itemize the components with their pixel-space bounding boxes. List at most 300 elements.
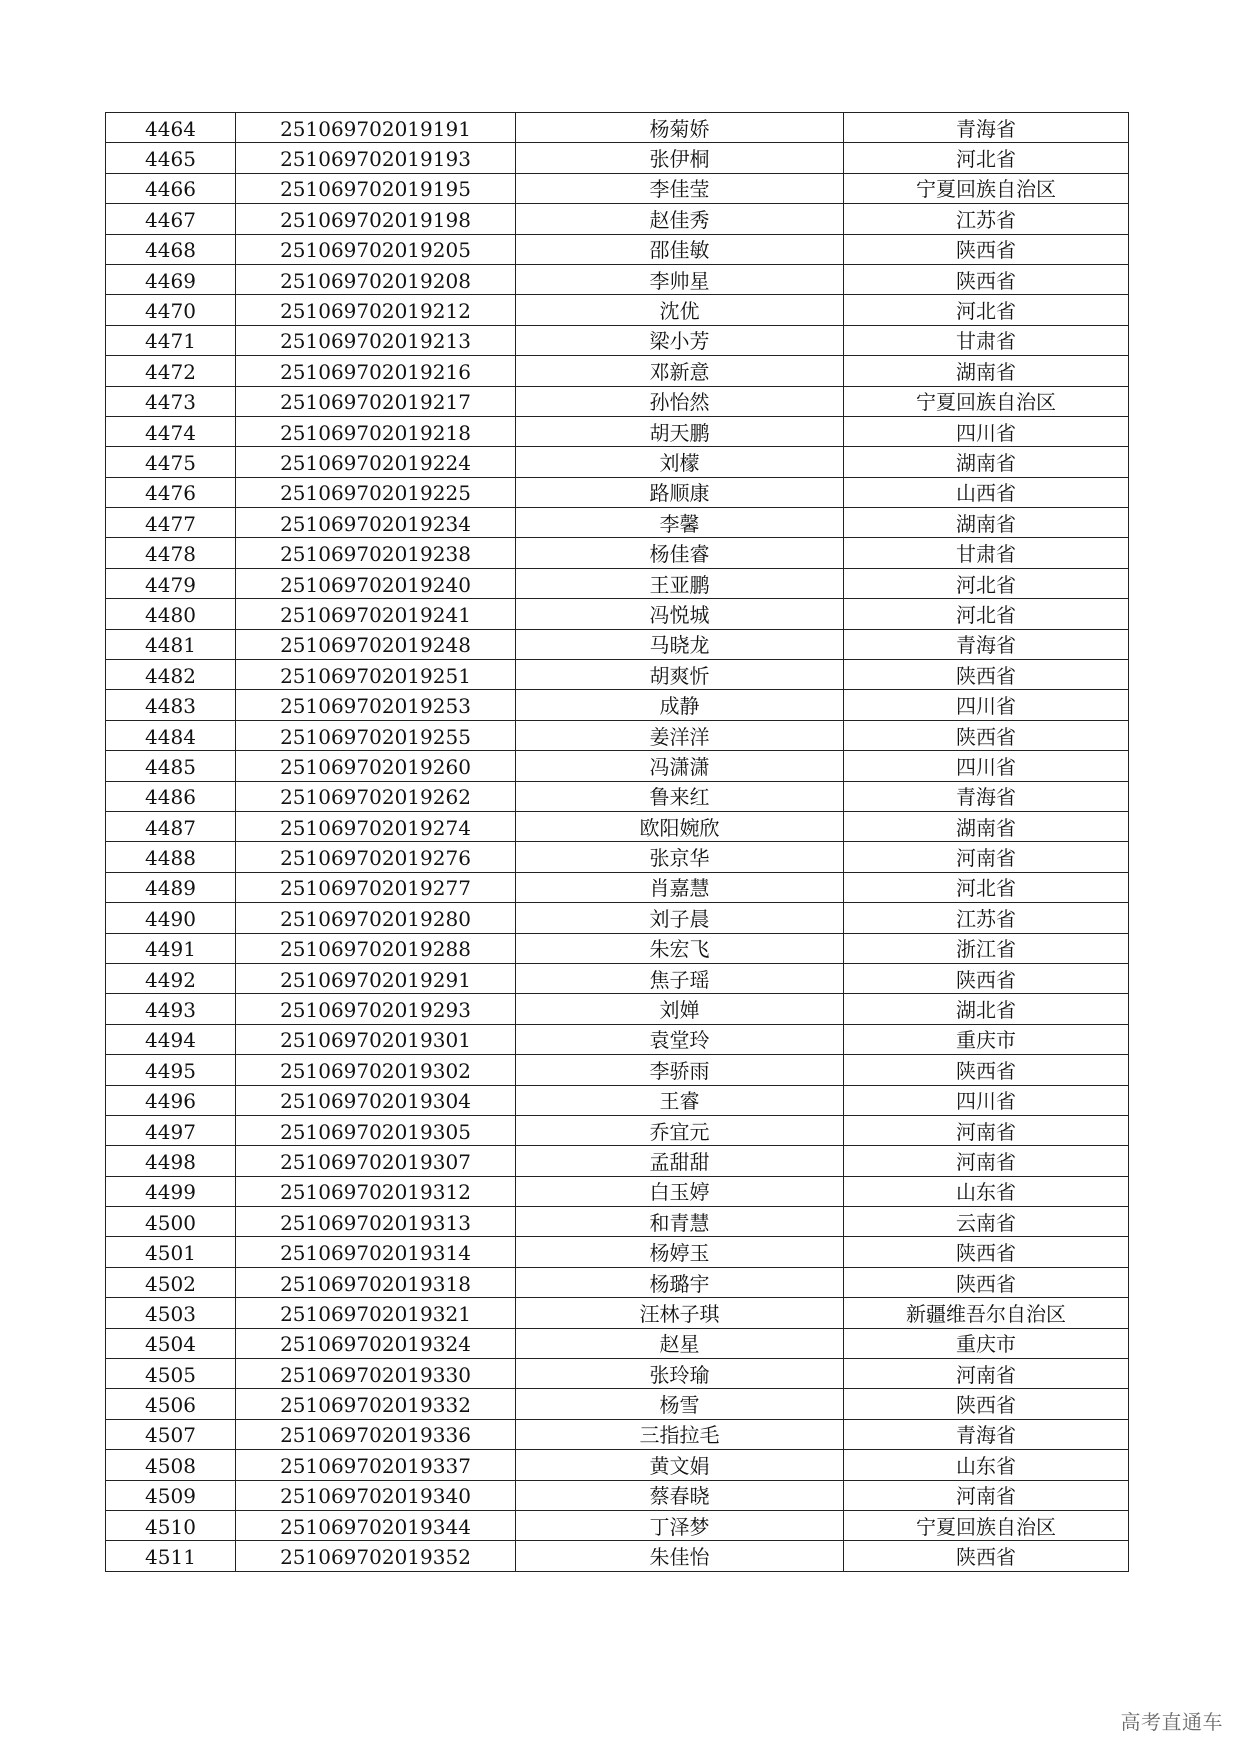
row-index-cell-text: 4465 <box>145 147 196 172</box>
exam-number-cell <box>236 781 516 811</box>
exam-number-cell-text: 251069702019241 <box>280 602 471 627</box>
table-row <box>106 660 1129 690</box>
exam-number-cell-text: 251069702019260 <box>280 754 471 779</box>
province-cell <box>844 1419 1129 1449</box>
student-name-cell <box>516 1541 844 1571</box>
exam-number-cell <box>236 416 516 446</box>
exam-number-cell-text: 251069702019238 <box>280 542 471 567</box>
table-row <box>106 173 1129 203</box>
row-index-cell-text: 4482 <box>145 663 196 688</box>
province-cell <box>844 143 1129 173</box>
student-name-cell <box>516 811 844 841</box>
student-name-cell <box>516 1267 844 1297</box>
exam-number-cell <box>236 1389 516 1419</box>
province-cell <box>844 325 1129 355</box>
row-index-cell <box>106 690 236 720</box>
student-name-cell-text: 梁小芳 <box>649 329 710 354</box>
student-name-cell-text: 刘婵 <box>659 998 700 1023</box>
row-index-cell-text: 4487 <box>145 815 196 840</box>
exam-number-cell-text: 251069702019324 <box>280 1332 471 1357</box>
exam-number-cell <box>236 204 516 234</box>
student-name-cell-text: 白玉婷 <box>649 1180 710 1205</box>
row-index-cell-text: 4505 <box>145 1362 196 1387</box>
table-row <box>106 113 1129 143</box>
province-cell-text: 甘肃省 <box>956 329 1016 354</box>
student-name-cell <box>516 781 844 811</box>
row-index-cell <box>106 295 236 325</box>
province-cell-text: 江苏省 <box>956 906 1016 931</box>
province-cell <box>844 386 1129 416</box>
province-cell-text: 宁夏回族自治区 <box>916 177 1056 202</box>
student-name-cell-text: 姜洋洋 <box>649 724 710 749</box>
province-cell <box>844 234 1129 264</box>
row-index-cell <box>106 1359 236 1389</box>
province-cell-text: 湖北省 <box>956 998 1016 1023</box>
row-index-cell <box>106 1328 236 1358</box>
table-row <box>106 751 1129 781</box>
exam-number-cell-text: 251069702019291 <box>280 967 471 992</box>
exam-number-cell <box>236 1024 516 1054</box>
exam-number-cell-text: 251069702019251 <box>280 663 471 688</box>
province-cell <box>844 660 1129 690</box>
student-name-cell-text: 赵星 <box>659 1332 700 1357</box>
province-cell-text: 陕西省 <box>956 1271 1016 1296</box>
province-cell <box>844 1359 1129 1389</box>
exam-number-cell-text: 251069702019293 <box>280 998 471 1023</box>
row-index-cell-text: 4469 <box>145 268 196 293</box>
student-name-cell <box>516 113 844 143</box>
province-cell-text: 湖南省 <box>956 511 1016 536</box>
student-name-cell <box>516 1024 844 1054</box>
exam-number-cell-text: 251069702019255 <box>280 724 471 749</box>
row-index-cell <box>106 1267 236 1297</box>
student-name-cell <box>516 660 844 690</box>
row-index-cell-text: 4485 <box>145 754 196 779</box>
province-cell <box>844 204 1129 234</box>
province-cell <box>844 1389 1129 1419</box>
province-cell-text: 新疆维吾尔自治区 <box>906 1301 1066 1326</box>
exam-number-cell-text: 251069702019225 <box>280 481 471 506</box>
student-name-cell <box>516 295 844 325</box>
exam-number-cell <box>236 143 516 173</box>
row-index-cell <box>106 1510 236 1540</box>
exam-number-cell-text: 251069702019217 <box>280 390 471 415</box>
exam-number-cell <box>236 1419 516 1449</box>
table-row <box>106 1480 1129 1510</box>
province-cell-text: 河北省 <box>956 147 1016 172</box>
row-index-cell-text: 4494 <box>145 1028 196 1053</box>
row-index-cell <box>106 872 236 902</box>
student-name-cell <box>516 1389 844 1419</box>
table-row <box>106 872 1129 902</box>
table-row <box>106 933 1129 963</box>
exam-number-cell <box>236 994 516 1024</box>
exam-number-cell <box>236 690 516 720</box>
province-cell-text: 宁夏回族自治区 <box>916 390 1056 415</box>
exam-number-cell-text: 251069702019336 <box>280 1423 471 1448</box>
exam-number-cell-text: 251069702019274 <box>280 815 471 840</box>
exam-number-cell <box>236 1267 516 1297</box>
row-index-cell-text: 4479 <box>145 572 196 597</box>
row-index-cell-text: 4483 <box>145 694 196 719</box>
exam-number-cell-text: 251069702019305 <box>280 1119 471 1144</box>
table-row <box>106 477 1129 507</box>
exam-number-cell <box>236 477 516 507</box>
table-row <box>106 325 1129 355</box>
exam-number-cell-text: 251069702019302 <box>280 1058 471 1083</box>
student-name-cell <box>516 1419 844 1449</box>
row-index-cell <box>106 1115 236 1145</box>
exam-number-cell <box>236 1450 516 1480</box>
province-cell-text: 重庆市 <box>956 1332 1016 1357</box>
row-index-cell-text: 4475 <box>145 450 196 475</box>
province-cell-text: 陕西省 <box>956 1241 1016 1266</box>
row-index-cell <box>106 447 236 477</box>
student-name-cell <box>516 751 844 781</box>
exam-number-cell <box>236 599 516 629</box>
row-index-cell <box>106 903 236 933</box>
student-name-cell-text: 邵佳敏 <box>649 238 710 263</box>
province-cell <box>844 1541 1129 1571</box>
table-row <box>106 568 1129 598</box>
table-row <box>106 1207 1129 1237</box>
row-index-cell-text: 4503 <box>145 1301 196 1326</box>
exam-number-cell <box>236 1146 516 1176</box>
row-index-cell <box>106 113 236 143</box>
table-row <box>106 386 1129 416</box>
table-row <box>106 264 1129 294</box>
exam-number-cell-text: 251069702019191 <box>280 116 471 141</box>
table-row <box>106 538 1129 568</box>
province-cell-text: 陕西省 <box>956 1393 1016 1418</box>
student-name-cell-text: 杨佳睿 <box>649 542 710 567</box>
student-name-cell <box>516 538 844 568</box>
province-cell-text: 青海省 <box>956 116 1016 141</box>
row-index-cell-text: 4506 <box>145 1393 196 1418</box>
exam-number-cell-text: 251069702019321 <box>280 1301 471 1326</box>
row-index-cell-text: 4510 <box>145 1514 196 1539</box>
student-name-cell-text: 邓新意 <box>649 359 710 384</box>
student-name-cell-text: 李骄雨 <box>649 1058 710 1083</box>
exam-number-cell <box>236 720 516 750</box>
exam-number-cell-text: 251069702019195 <box>280 177 471 202</box>
row-index-cell <box>106 325 236 355</box>
student-name-cell <box>516 1298 844 1328</box>
exam-number-cell <box>236 447 516 477</box>
row-index-cell-text: 4473 <box>145 390 196 415</box>
row-index-cell-text: 4497 <box>145 1119 196 1144</box>
student-name-cell-text: 刘子晨 <box>649 906 710 931</box>
table-row <box>106 1450 1129 1480</box>
table-row <box>106 1115 1129 1145</box>
row-index-cell <box>106 477 236 507</box>
row-index-cell-text: 4495 <box>145 1058 196 1083</box>
exam-number-cell <box>236 508 516 538</box>
row-index-cell-text: 4488 <box>145 846 196 871</box>
table-row <box>106 1085 1129 1115</box>
province-cell-text: 山东省 <box>956 1453 1016 1478</box>
student-name-cell <box>516 933 844 963</box>
student-name-cell-text: 丁泽梦 <box>649 1514 710 1539</box>
province-cell-text: 陕西省 <box>956 724 1016 749</box>
province-cell <box>844 416 1129 446</box>
exam-number-cell-text: 251069702019218 <box>280 420 471 445</box>
row-index-cell <box>106 1480 236 1510</box>
table-row <box>106 690 1129 720</box>
row-index-cell <box>106 720 236 750</box>
exam-number-cell-text: 251069702019262 <box>280 785 471 810</box>
exam-number-cell <box>236 1207 516 1237</box>
exam-number-cell-text: 251069702019288 <box>280 937 471 962</box>
exam-number-cell-text: 251069702019224 <box>280 450 471 475</box>
row-index-cell <box>106 264 236 294</box>
province-cell-text: 宁夏回族自治区 <box>916 1514 1056 1539</box>
student-name-cell-text: 杨雪 <box>659 1393 700 1418</box>
exam-number-cell <box>236 660 516 690</box>
province-cell <box>844 1176 1129 1206</box>
row-index-cell <box>106 1450 236 1480</box>
exam-number-cell <box>236 1115 516 1145</box>
province-cell <box>844 173 1129 203</box>
table-row <box>106 629 1129 659</box>
student-name-cell-text: 王睿 <box>659 1089 700 1114</box>
student-name-cell <box>516 1115 844 1145</box>
student-name-cell <box>516 1055 844 1085</box>
row-index-cell <box>106 1146 236 1176</box>
province-cell <box>844 295 1129 325</box>
province-cell-text: 河南省 <box>956 1119 1016 1144</box>
student-name-cell <box>516 356 844 386</box>
table-row <box>106 295 1129 325</box>
exam-number-cell <box>236 1176 516 1206</box>
row-index-cell <box>106 1085 236 1115</box>
row-index-cell-text: 4504 <box>145 1332 196 1357</box>
row-index-cell-text: 4511 <box>145 1545 196 1570</box>
province-cell-text: 浙江省 <box>956 937 1016 962</box>
student-name-cell-text: 李帅星 <box>649 268 710 293</box>
province-cell-text: 陕西省 <box>956 238 1016 263</box>
student-name-cell <box>516 568 844 598</box>
exam-number-cell <box>236 903 516 933</box>
student-name-cell-text: 沈优 <box>659 299 700 324</box>
row-index-cell <box>106 599 236 629</box>
table-row <box>106 1176 1129 1206</box>
exam-number-cell-text: 251069702019216 <box>280 359 471 384</box>
row-index-cell-text: 4490 <box>145 906 196 931</box>
student-name-cell-text: 朱佳怡 <box>649 1545 710 1570</box>
student-name-cell-text: 蔡春晓 <box>649 1484 710 1509</box>
province-cell-text: 山西省 <box>956 481 1016 506</box>
province-cell-text: 河北省 <box>956 602 1016 627</box>
exam-number-cell-text: 251069702019212 <box>280 299 471 324</box>
table-row <box>106 416 1129 446</box>
province-cell-text: 四川省 <box>956 754 1016 779</box>
province-cell <box>844 1450 1129 1480</box>
province-cell <box>844 1146 1129 1176</box>
exam-number-cell-text: 251069702019337 <box>280 1453 471 1478</box>
exam-number-cell-text: 251069702019240 <box>280 572 471 597</box>
exam-number-cell-text: 251069702019344 <box>280 1514 471 1539</box>
province-cell <box>844 1055 1129 1085</box>
watermark-label: 高考直通车 <box>1120 1710 1223 1734</box>
table-row <box>106 1024 1129 1054</box>
province-cell-text: 河北省 <box>956 299 1016 324</box>
row-index-cell <box>106 660 236 690</box>
student-name-cell <box>516 508 844 538</box>
student-name-cell-text: 张玲瑜 <box>649 1362 710 1387</box>
province-cell <box>844 842 1129 872</box>
row-index-cell-text: 4498 <box>145 1149 196 1174</box>
exam-number-cell <box>236 811 516 841</box>
province-cell-text: 陕西省 <box>956 663 1016 688</box>
exam-number-cell-text: 251069702019313 <box>280 1210 471 1235</box>
student-name-cell-text: 赵佳秀 <box>649 207 710 232</box>
exam-number-cell <box>236 234 516 264</box>
student-name-cell <box>516 386 844 416</box>
student-name-cell <box>516 1176 844 1206</box>
exam-number-cell <box>236 1510 516 1540</box>
province-cell-text: 陕西省 <box>956 268 1016 293</box>
row-index-cell-text: 4500 <box>145 1210 196 1235</box>
row-index-cell <box>106 538 236 568</box>
student-name-cell <box>516 994 844 1024</box>
student-name-cell-text: 欧阳婉欣 <box>639 815 720 840</box>
student-name-cell <box>516 1085 844 1115</box>
province-cell-text: 河南省 <box>956 1362 1016 1387</box>
row-index-cell <box>106 1298 236 1328</box>
table-row <box>106 1541 1129 1571</box>
table-row <box>106 994 1129 1024</box>
row-index-cell <box>106 781 236 811</box>
province-cell <box>844 1510 1129 1540</box>
exam-number-cell-text: 251069702019314 <box>280 1241 471 1266</box>
row-index-cell-text: 4478 <box>145 542 196 567</box>
province-cell <box>844 690 1129 720</box>
exam-number-cell <box>236 356 516 386</box>
province-cell-text: 重庆市 <box>956 1028 1016 1053</box>
exam-number-cell <box>236 1085 516 1115</box>
student-name-cell-text: 杨菊娇 <box>649 116 710 141</box>
province-cell-text: 陕西省 <box>956 1058 1016 1083</box>
table-row <box>106 1267 1129 1297</box>
exam-number-cell-text: 251069702019213 <box>280 329 471 354</box>
row-index-cell <box>106 1207 236 1237</box>
student-name-cell <box>516 1480 844 1510</box>
row-index-cell-text: 4492 <box>145 967 196 992</box>
province-cell <box>844 751 1129 781</box>
table-row <box>106 1237 1129 1267</box>
table-row <box>106 1359 1129 1389</box>
row-index-cell-text: 4464 <box>145 116 196 141</box>
student-name-cell <box>516 1359 844 1389</box>
student-name-cell <box>516 143 844 173</box>
student-name-cell <box>516 264 844 294</box>
province-cell <box>844 1115 1129 1145</box>
province-cell-text: 青海省 <box>956 1423 1016 1448</box>
roster-body <box>106 113 1129 1572</box>
province-cell-text: 青海省 <box>956 633 1016 658</box>
student-name-cell-text: 冯悦城 <box>649 602 710 627</box>
row-index-cell-text: 4502 <box>145 1271 196 1296</box>
row-index-cell <box>106 173 236 203</box>
table-row <box>106 1298 1129 1328</box>
student-name-cell-text: 杨婷玉 <box>649 1241 710 1266</box>
student-name-cell <box>516 599 844 629</box>
row-index-cell-text: 4471 <box>145 329 196 354</box>
row-index-cell <box>106 1024 236 1054</box>
row-index-cell <box>106 842 236 872</box>
table-row <box>106 1146 1129 1176</box>
student-name-cell-text: 乔宜元 <box>649 1119 710 1144</box>
row-index-cell <box>106 933 236 963</box>
table-row <box>106 508 1129 538</box>
province-cell-text: 河南省 <box>956 1149 1016 1174</box>
row-index-cell-text: 4481 <box>145 633 196 658</box>
row-index-cell <box>106 1176 236 1206</box>
province-cell-text: 湖南省 <box>956 815 1016 840</box>
province-cell <box>844 1298 1129 1328</box>
province-cell <box>844 568 1129 598</box>
row-index-cell-text: 4489 <box>145 876 196 901</box>
row-index-cell-text: 4508 <box>145 1453 196 1478</box>
province-cell <box>844 963 1129 993</box>
table-row <box>106 1510 1129 1540</box>
province-cell <box>844 1267 1129 1297</box>
student-name-cell-text: 马晓龙 <box>649 633 710 658</box>
exam-number-cell-text: 251069702019307 <box>280 1149 471 1174</box>
row-index-cell <box>106 568 236 598</box>
exam-number-cell <box>236 1298 516 1328</box>
province-cell <box>844 994 1129 1024</box>
table-row <box>106 1055 1129 1085</box>
row-index-cell-text: 4491 <box>145 937 196 962</box>
table-row <box>106 599 1129 629</box>
row-index-cell-text: 4499 <box>145 1180 196 1205</box>
student-name-cell <box>516 416 844 446</box>
table-row <box>106 1419 1129 1449</box>
province-cell <box>844 538 1129 568</box>
exam-number-cell <box>236 538 516 568</box>
exam-number-cell <box>236 1328 516 1358</box>
student-name-cell <box>516 842 844 872</box>
province-cell <box>844 113 1129 143</box>
exam-number-cell-text: 251069702019280 <box>280 906 471 931</box>
province-cell <box>844 1085 1129 1115</box>
province-cell <box>844 1237 1129 1267</box>
province-cell <box>844 1480 1129 1510</box>
row-index-cell <box>106 1237 236 1267</box>
exam-number-cell <box>236 872 516 902</box>
exam-number-cell <box>236 386 516 416</box>
student-name-cell-text: 胡爽忻 <box>649 663 710 688</box>
exam-number-cell-text: 251069702019208 <box>280 268 471 293</box>
row-index-cell-text: 4474 <box>145 420 196 445</box>
student-name-cell-text: 张京华 <box>649 846 710 871</box>
province-cell <box>844 356 1129 386</box>
row-index-cell-text: 4468 <box>145 238 196 263</box>
row-index-cell-text: 4466 <box>145 177 196 202</box>
admission-roster-table <box>105 112 1129 1572</box>
table-row <box>106 1328 1129 1358</box>
exam-number-cell <box>236 295 516 325</box>
student-name-cell <box>516 1207 844 1237</box>
province-cell-text: 四川省 <box>956 694 1016 719</box>
exam-number-cell-text: 251069702019253 <box>280 694 471 719</box>
province-cell-text: 河北省 <box>956 572 1016 597</box>
exam-number-cell-text: 251069702019234 <box>280 511 471 536</box>
table-row <box>106 143 1129 173</box>
province-cell-text: 河北省 <box>956 876 1016 901</box>
